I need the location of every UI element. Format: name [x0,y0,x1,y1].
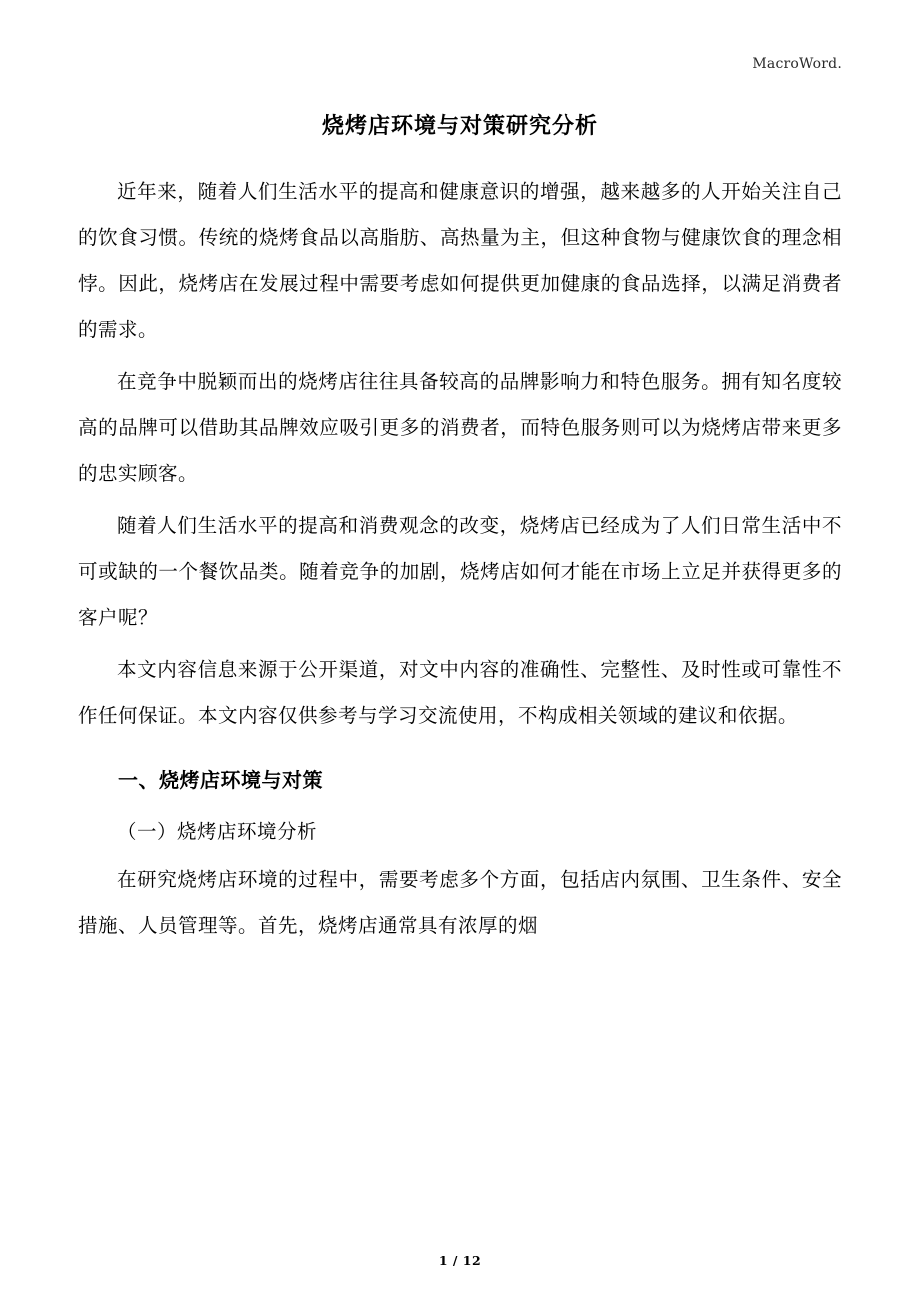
paragraph: 本文内容信息来源于公开渠道，对文中内容的准确性、完整性、及时性或可靠性不作任何保证。本文内容仅供参考与学习交流使用，不构成相关领域的建议和依据。 [78,658,842,727]
section-heading: 一、烧烤店环境与对策 [118,768,323,792]
paragraph: 在竞争中脱颖而出的烧烤店往往具备较高的品牌影响力和特色服务。拥有知名度较高的品牌可以借助其品牌效应吸引更多的消费者，而特色服务则可以为烧烤店带来更多的忠实顾客。 [78,370,842,485]
page-title: 烧烤店环境与对策研究分析 [321,114,598,139]
page-number: 1 / 12 [438,1253,482,1268]
document-body [78,110,842,955]
paragraph: 在研究烧烤店环境的过程中，需要考虑多个方面，包括店内氛围、卫生条件、安全措施、人员管理等。首先，烧烤店通常具有浓厚的烟 [78,868,842,937]
sub-heading: （一）烧烤店环境分析 [117,820,318,843]
paragraph: 近年来，随着人们生活水平的提高和健康意识的增强，越来越多的人开始关注自己的饮食习惯。传统的烧烤食品以高脂肪、高热量为主，但这种食物与健康饮食的理念相悖。因此，烧烤店在发展过程中需要考虑如何提供更加健康的食品选择，以满足消费者的需求。 [78,180,842,341]
brand-watermark: MacroWord. [752,56,842,72]
paragraph: 随着人们生活水平的提高和消费观念的改变，烧烤店已经成为了人们日常生活中不可或缺的一个餐饮品类。随着竞争的加剧，烧烤店如何才能在市场上立足并获得更多的客户呢？ [78,514,842,629]
